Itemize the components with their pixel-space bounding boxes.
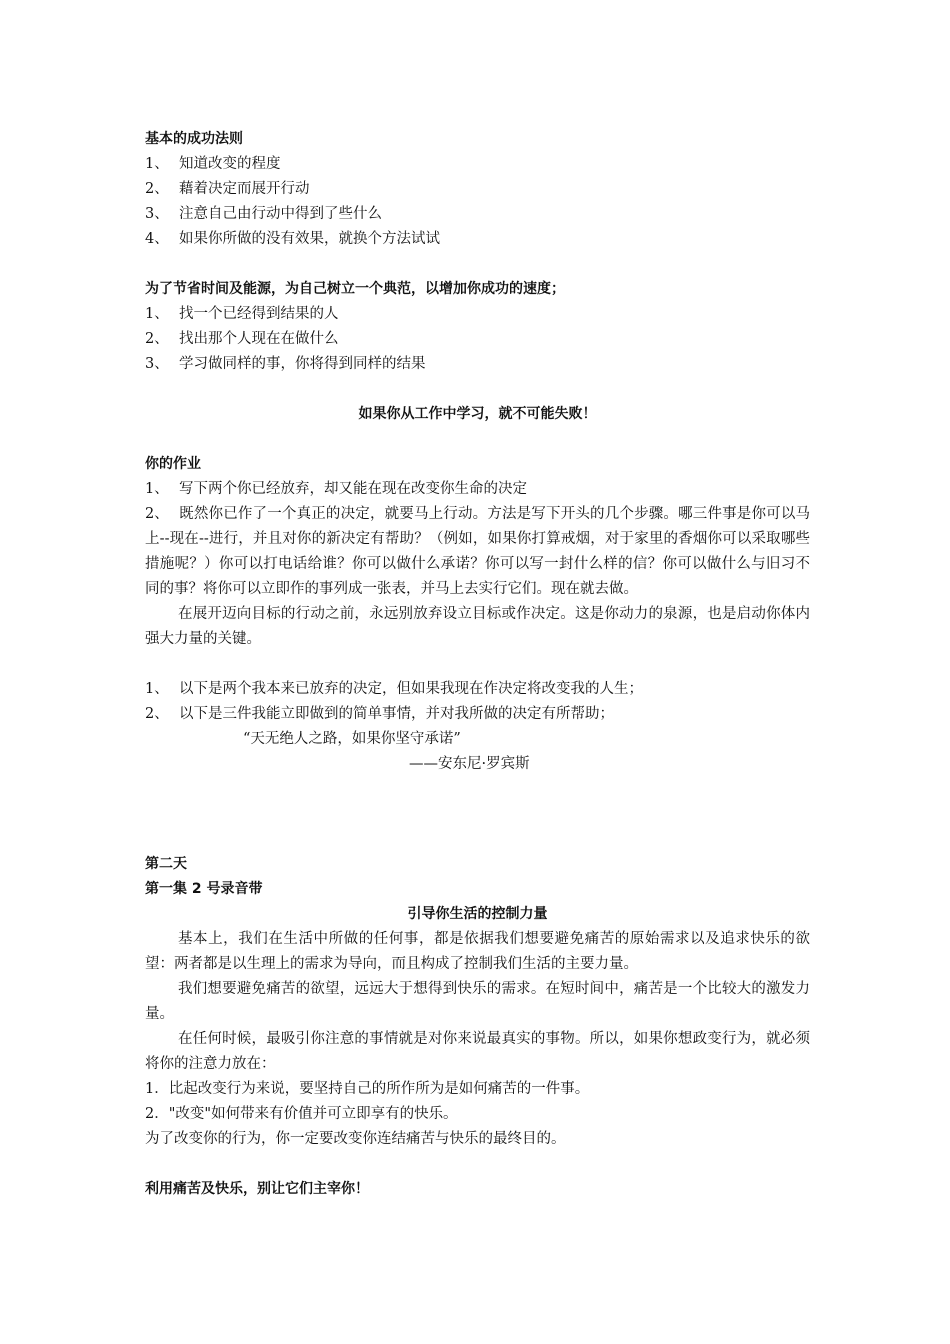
list-number: 2、: [145, 506, 169, 522]
list-text: 既然你已作了一个真正的决定，就要马上行动。方法是写下开头的几个步骤。哪三件事是你可以马上--现在--进行，并且对你的新决定有帮助？（例如，如果你打算戒烟，对于家里的香烟你可以采取哪些措施呢？）你可以打电话给谁？你可以做什么承诺？你可以写一封什么样的信？你可以做什么与旧习不同的事？将你可以立即作的事列成一张表，并马上去实行它们。现在就去做。: [145, 506, 810, 597]
paragraph: 我们想要避免痛苦的欲望，远远大于想得到快乐的需求。在短时间中，痛苦是一个比较大的激发力量。: [145, 981, 810, 1022]
document-page: [145, 127, 810, 1202]
episode-heading: 第一集 2 号录音带: [145, 881, 263, 897]
list-item: [145, 477, 810, 502]
chapter-title: 引导你生活的控制力量: [407, 906, 548, 922]
list-number: 1、: [145, 681, 169, 697]
list-text: 藉着决定而展开行动: [179, 181, 310, 197]
list-text: 如果你所做的没有效果，就换个方法试试: [179, 231, 440, 247]
list-item: [145, 702, 810, 727]
list-item: [145, 227, 810, 252]
list-item: [145, 302, 810, 327]
list-text: 注意自己由行动中得到了些什么: [179, 206, 382, 222]
list-number: 2、: [145, 331, 169, 347]
list-text: 知道改变的程度: [179, 156, 281, 172]
list-number: 2、: [145, 181, 169, 197]
list-item: [145, 352, 810, 377]
section-heading: 基本的成功法则: [145, 131, 243, 147]
list-number: 1、: [145, 156, 169, 172]
list-number: 3、: [145, 356, 169, 372]
list-item: [145, 327, 810, 352]
numbered-line: 2．"改变"如何带来有价值并可立即享有的快乐。: [145, 1106, 458, 1122]
section-heading: 你的作业: [145, 456, 201, 472]
paragraph: 基本上，我们在生活中所做的任何事，都是依据我们想要避免痛苦的原始需求以及追求快乐的欲望：两者都是以生理上的需求为导向，而且构成了控制我们生活的主要力量。: [145, 931, 810, 972]
list-number: 1、: [145, 306, 169, 322]
day-heading: 第二天: [145, 856, 187, 872]
paragraph: 为了改变你的行为，你一定要改变你连结痛苦与快乐的最终目的。: [145, 1131, 566, 1147]
list-item-wrapped: [145, 502, 810, 602]
list-number: 2、: [145, 706, 169, 722]
section-heading: 为了节省时间及能源，为自己树立一个典范，以增加你成功的速度；: [145, 281, 565, 297]
list-item: [145, 177, 810, 202]
list-text: 以下是两个我本来已放弃的决定，但如果我现在作决定将改变我的人生；: [179, 681, 643, 697]
list-text: 写下两个你已经放弃，却又能在现在改变你生命的决定: [179, 481, 527, 497]
list-number: 4、: [145, 231, 169, 247]
quote-attribution: ——安东尼·罗宾斯: [409, 756, 530, 772]
quote: “天无绝人之路，如果你坚守承诺”: [243, 731, 461, 747]
list-number: 3、: [145, 206, 169, 222]
closing-heading: 利用痛苦及快乐，别让它们主宰你！: [145, 1181, 369, 1197]
paragraph: 在任何时候，最吸引你注意的事情就是对你来说最真实的事物。所以，如果你想政变行为，就必须将你的注意力放在：: [145, 1031, 810, 1072]
list-item: [145, 202, 810, 227]
list-text: 以下是三件我能立即做到的简单事情，并对我所做的决定有所帮助；: [179, 706, 614, 722]
motto: 如果你从工作中学习，就不可能失败！: [358, 406, 597, 422]
paragraph: 在展开迈向目标的行动之前，永远别放弃设立目标或作决定。这是你动力的泉源，也是启动你体内强大力量的关键。: [145, 606, 810, 647]
numbered-line: 1．比起改变行为来说，要坚持自己的所作所为是如何痛苦的一件事。: [145, 1081, 590, 1097]
list-number: 1、: [145, 481, 169, 497]
list-text: 学习做同样的事，你将得到同样的结果: [179, 356, 426, 372]
list-text: 找出那个人现在在做什么: [179, 331, 339, 347]
list-item: [145, 152, 810, 177]
list-item: [145, 677, 810, 702]
list-text: 找一个已经得到结果的人: [179, 306, 339, 322]
